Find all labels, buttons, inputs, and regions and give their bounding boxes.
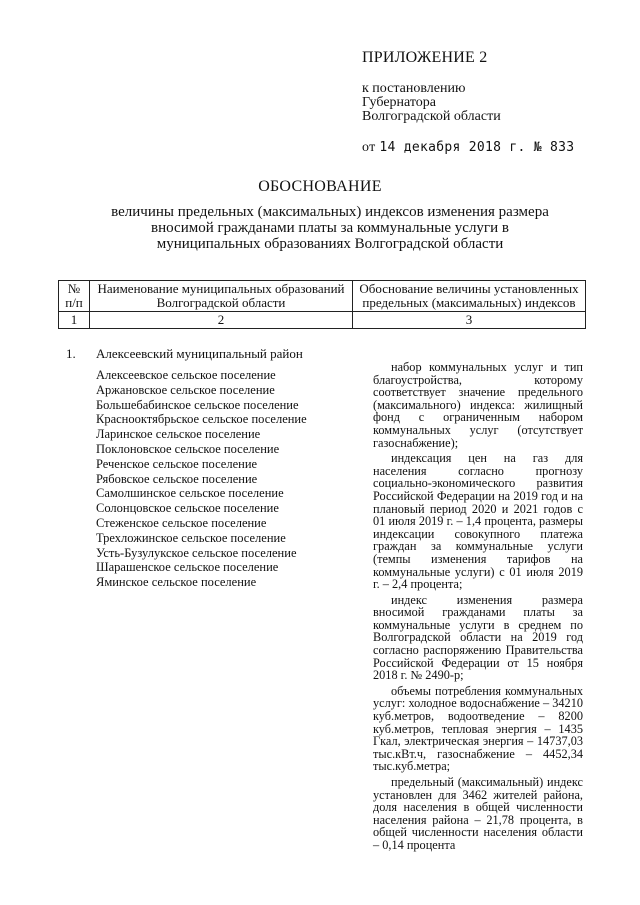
- list-item: Аржановское сельское поселение: [96, 382, 275, 397]
- appendix-header: [362, 48, 632, 156]
- justification-paragraph-consumption: объемы потребления коммунальных услуг: холодное водоснабжение – 34210 куб.метров, водоотведение – 8200 куб.метров, тепловая энергия – 1435 Гкал, электрическая энергия – 14737,03 тыс.кВт.ч, газоснабжение – 4452,34 тыс.куб.метра;: [373, 683, 583, 774]
- col-header-number: № п/п: [59, 281, 90, 312]
- list-item: Самолшинское сельское поселение: [96, 486, 284, 501]
- col-number-1: 1: [59, 312, 90, 329]
- list-item: Шарашенское сельское поселение: [96, 560, 279, 575]
- col-number-2: 2: [90, 312, 353, 329]
- list-item: Солонцовское сельское поселение: [96, 501, 279, 516]
- document-title: ОБОСНОВАНИЕ: [258, 178, 382, 195]
- settlement-list: [96, 368, 307, 590]
- list-item: Большебабинское сельское поселение: [96, 397, 299, 412]
- list-item: Рябовское сельское поселение: [96, 471, 258, 486]
- list-item: Краснооктябрьское сельское поселение: [96, 412, 307, 427]
- header-table: [58, 280, 586, 329]
- table-header-row: [59, 281, 586, 312]
- col-header-justification: Обоснование величины установленных предельных (максимальных) индексов: [353, 281, 586, 312]
- header-line-decree: к постановлению: [362, 81, 466, 96]
- district-name: Алексеевский муниципальный район: [96, 346, 303, 361]
- document-subtitle: величины предельных (максимальных) индексов изменения размера вносимой гражданами платы за коммунальные услуги в муниципальных образованиях Волгоградской области: [111, 204, 549, 252]
- list-item: Стеженское сельское поселение: [96, 515, 267, 530]
- list-item: Трехложинское сельское поселение: [96, 530, 286, 545]
- list-item: Реченское сельское поселение: [96, 456, 258, 471]
- justification-paragraph-population: предельный (максимальный) индекс установлен для 3462 жителей района, доля населения в общей численности населения района – 21,78 процента, в общей численности населения области – 0,14 процента: [373, 775, 583, 852]
- header-line-region: Волгоградской области: [362, 109, 501, 124]
- header-line-governor: Губернатора: [362, 95, 437, 110]
- list-item: Усть-Бузулукское сельское поселение: [96, 545, 297, 560]
- justification-paragraph-services: набор коммунальных услуг и тип благоустройства, которому соответствует значение предельного (максимального) индекса: жилищный фонд с ограниченным набором коммунальных услуг (отсутствует газоснабжение);: [373, 360, 583, 450]
- row-number: 1.: [66, 346, 76, 361]
- col-number-3: 3: [353, 312, 586, 329]
- col-header-name: Наименование муниципальных образований Волгоградской области: [90, 281, 353, 312]
- date-value: 14 декабря 2018 г. № 833: [379, 140, 575, 155]
- list-item: Яминское сельское поселение: [96, 575, 257, 590]
- justification-paragraph-fee-index: индекс изменения размера вносимой гражданами платы за коммунальные услуги в среднем по Волгоградской области на 2019 год согласно распоряжению Правительства Российской Федерации от 15 ноября 2018 г. № 2490-р;: [373, 592, 583, 683]
- list-item: Поклоновское сельское поселение: [96, 441, 280, 456]
- table-number-row: [59, 312, 586, 329]
- decree-date: [362, 140, 632, 156]
- list-item: Ларинское сельское поселение: [96, 427, 261, 442]
- appendix-title: ПРИЛОЖЕНИЕ 2: [362, 49, 488, 66]
- date-prefix: от: [362, 140, 376, 155]
- justification-text: [373, 361, 583, 852]
- list-item: Алексеевское сельское поселение: [96, 368, 276, 382]
- justification-paragraph-gas-indexation: индексация цен на газ для населения согласно прогнозу социально-экономического развития Российской Федерации на 2019 год и на плановый период 2020 и 2021 годов с 01 июля 2019 г. – 1,4 процента, размеры индексации совокупного платежа граждан за коммунальные услуги (темпы изменения тарифов на коммунальные услуги) с 01 июля 2019 г. – 2,4 процента;: [373, 451, 583, 592]
